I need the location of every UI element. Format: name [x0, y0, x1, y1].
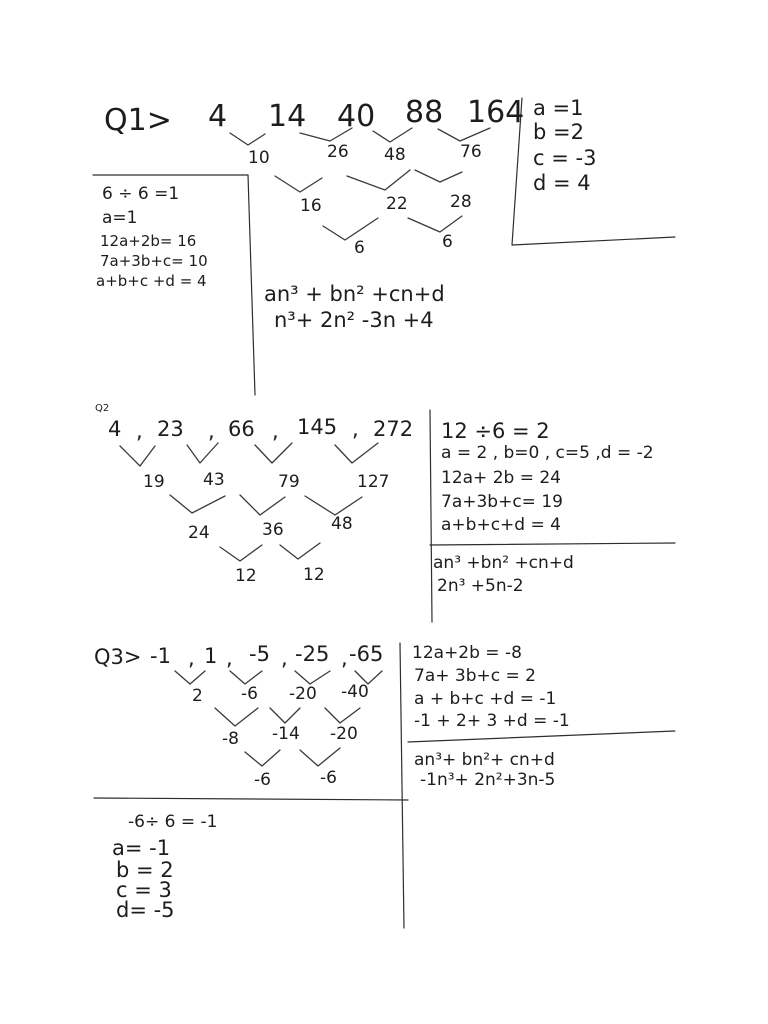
q3-term-5: -65: [349, 642, 384, 666]
q3-term-2: 1: [204, 644, 218, 668]
q1-first-diff-2: 26: [327, 142, 349, 162]
q2-general-form: an³ +bn² +cn+d: [433, 553, 574, 573]
q3-general-form: an³+ bn²+ cn+d: [414, 750, 555, 770]
q2-term-4: 145: [297, 415, 338, 439]
q1-work-4: 7a+3b+c= 10: [100, 252, 208, 270]
q2-work-4: 7a+3b+c= 19: [441, 492, 563, 512]
q1-coeff-b: b =2: [533, 120, 584, 144]
q2-third-diff-2: 12: [303, 565, 325, 585]
q3-first-diff-1: 2: [192, 686, 203, 706]
q1-coeff-d: d = 4: [533, 171, 591, 195]
q3-lower-work-3: b = 2: [116, 858, 174, 882]
q2-third-diff-1: 12: [235, 566, 257, 586]
q2-comma-2: ,: [208, 419, 215, 443]
q1-term-4: 88: [405, 95, 444, 130]
q1-answer: n³+ 2n² -3n +4: [274, 308, 434, 332]
q3-comma-4: ,: [341, 646, 348, 670]
q1-third-diff-1: 6: [354, 238, 365, 258]
q3-lower-work-2: a= -1: [112, 836, 171, 860]
q3-second-diff-2: -14: [272, 724, 300, 744]
q3-lower-work-5: d= -5: [116, 898, 175, 922]
q2-comma-3: ,: [272, 419, 279, 443]
q2-answer: 2n³ +5n-2: [437, 576, 524, 596]
q3-work-2: 7a+ 3b+c = 2: [414, 666, 536, 686]
q2-term-2: 23: [157, 417, 184, 441]
q2-work-2: a = 2 , b=0 , c=5 ,d = -2: [441, 443, 654, 463]
q3-label: Q3>: [94, 645, 142, 669]
q2-first-diff-3: 79: [278, 472, 300, 492]
q1-term-3: 40: [337, 99, 376, 134]
q2-label: Q2: [95, 403, 110, 414]
q2-second-diff-2: 36: [262, 520, 284, 540]
q2-term-5: 272: [373, 417, 414, 441]
q3-second-diff-3: -20: [330, 724, 358, 744]
q3-term-4: -25: [295, 642, 330, 666]
q1-work-5: a+b+c +d = 4: [96, 272, 207, 290]
q2-second-diff-1: 24: [188, 523, 210, 543]
q3-work-3: a + b+c +d = -1: [414, 689, 557, 709]
q3-term-3: -5: [249, 642, 270, 666]
q1-second-diff-3: 28: [450, 192, 472, 212]
q3-lower-work-1: -6÷ 6 = -1: [128, 812, 218, 832]
q2-term-1: 4: [108, 417, 122, 441]
q1-term-1: 4: [208, 99, 228, 134]
q3-second-diff-1: -8: [222, 729, 239, 749]
q1-coeff-c: c = -3: [533, 146, 597, 170]
q1-first-diff-1: 10: [248, 148, 270, 168]
q1-label: Q1>: [104, 103, 172, 138]
q1-work-3: 12a+2b= 16: [100, 232, 197, 250]
q3-third-diff-2: -6: [320, 768, 337, 788]
q3-lower-work-4: c = 3: [116, 878, 172, 902]
q2-work-5: a+b+c+d = 4: [441, 515, 561, 535]
q1-coeff-a: a =1: [533, 96, 584, 120]
q3-term-1: -1: [150, 644, 171, 668]
q3-first-diff-4: -40: [341, 682, 369, 702]
q2-term-3: 66: [228, 417, 255, 441]
q3-work-4: -1 + 2+ 3 +d = -1: [414, 711, 570, 731]
q1-term-2: 14: [268, 99, 307, 134]
q3-answer: -1n³+ 2n²+3n-5: [420, 770, 556, 790]
q1-term-5: 164: [467, 95, 525, 130]
q3-comma-1: ,: [188, 646, 195, 670]
q3-first-diff-2: -6: [241, 684, 258, 704]
q2-first-diff-2: 43: [203, 470, 225, 490]
q1-second-diff-1: 16: [300, 196, 322, 216]
q1-work-2: a=1: [102, 208, 138, 228]
q1-second-diff-2: 22: [386, 194, 408, 214]
q2-first-diff-4: 127: [357, 472, 390, 492]
q1-third-diff-2: 6: [442, 232, 453, 252]
q1-first-diff-4: 76: [460, 142, 482, 162]
q2-comma-1: ,: [136, 419, 143, 443]
q1-work-1: 6 ÷ 6 =1: [102, 184, 180, 204]
q3-comma-3: ,: [281, 646, 288, 670]
q2-work-1: 12 ÷6 = 2: [441, 419, 550, 443]
q2-first-diff-1: 19: [143, 472, 165, 492]
q3-work-1: 12a+2b = -8: [412, 643, 522, 663]
q3-comma-2: ,: [226, 646, 233, 670]
q1-general-form: an³ + bn² +cn+d: [264, 282, 445, 306]
q1-first-diff-3: 48: [384, 145, 406, 165]
q2-work-3: 12a+ 2b = 24: [441, 468, 561, 488]
q3-third-diff-1: -6: [254, 770, 271, 790]
q3-first-diff-3: -20: [289, 684, 317, 704]
q2-second-diff-3: 48: [331, 514, 353, 534]
q2-comma-4: ,: [352, 417, 359, 441]
